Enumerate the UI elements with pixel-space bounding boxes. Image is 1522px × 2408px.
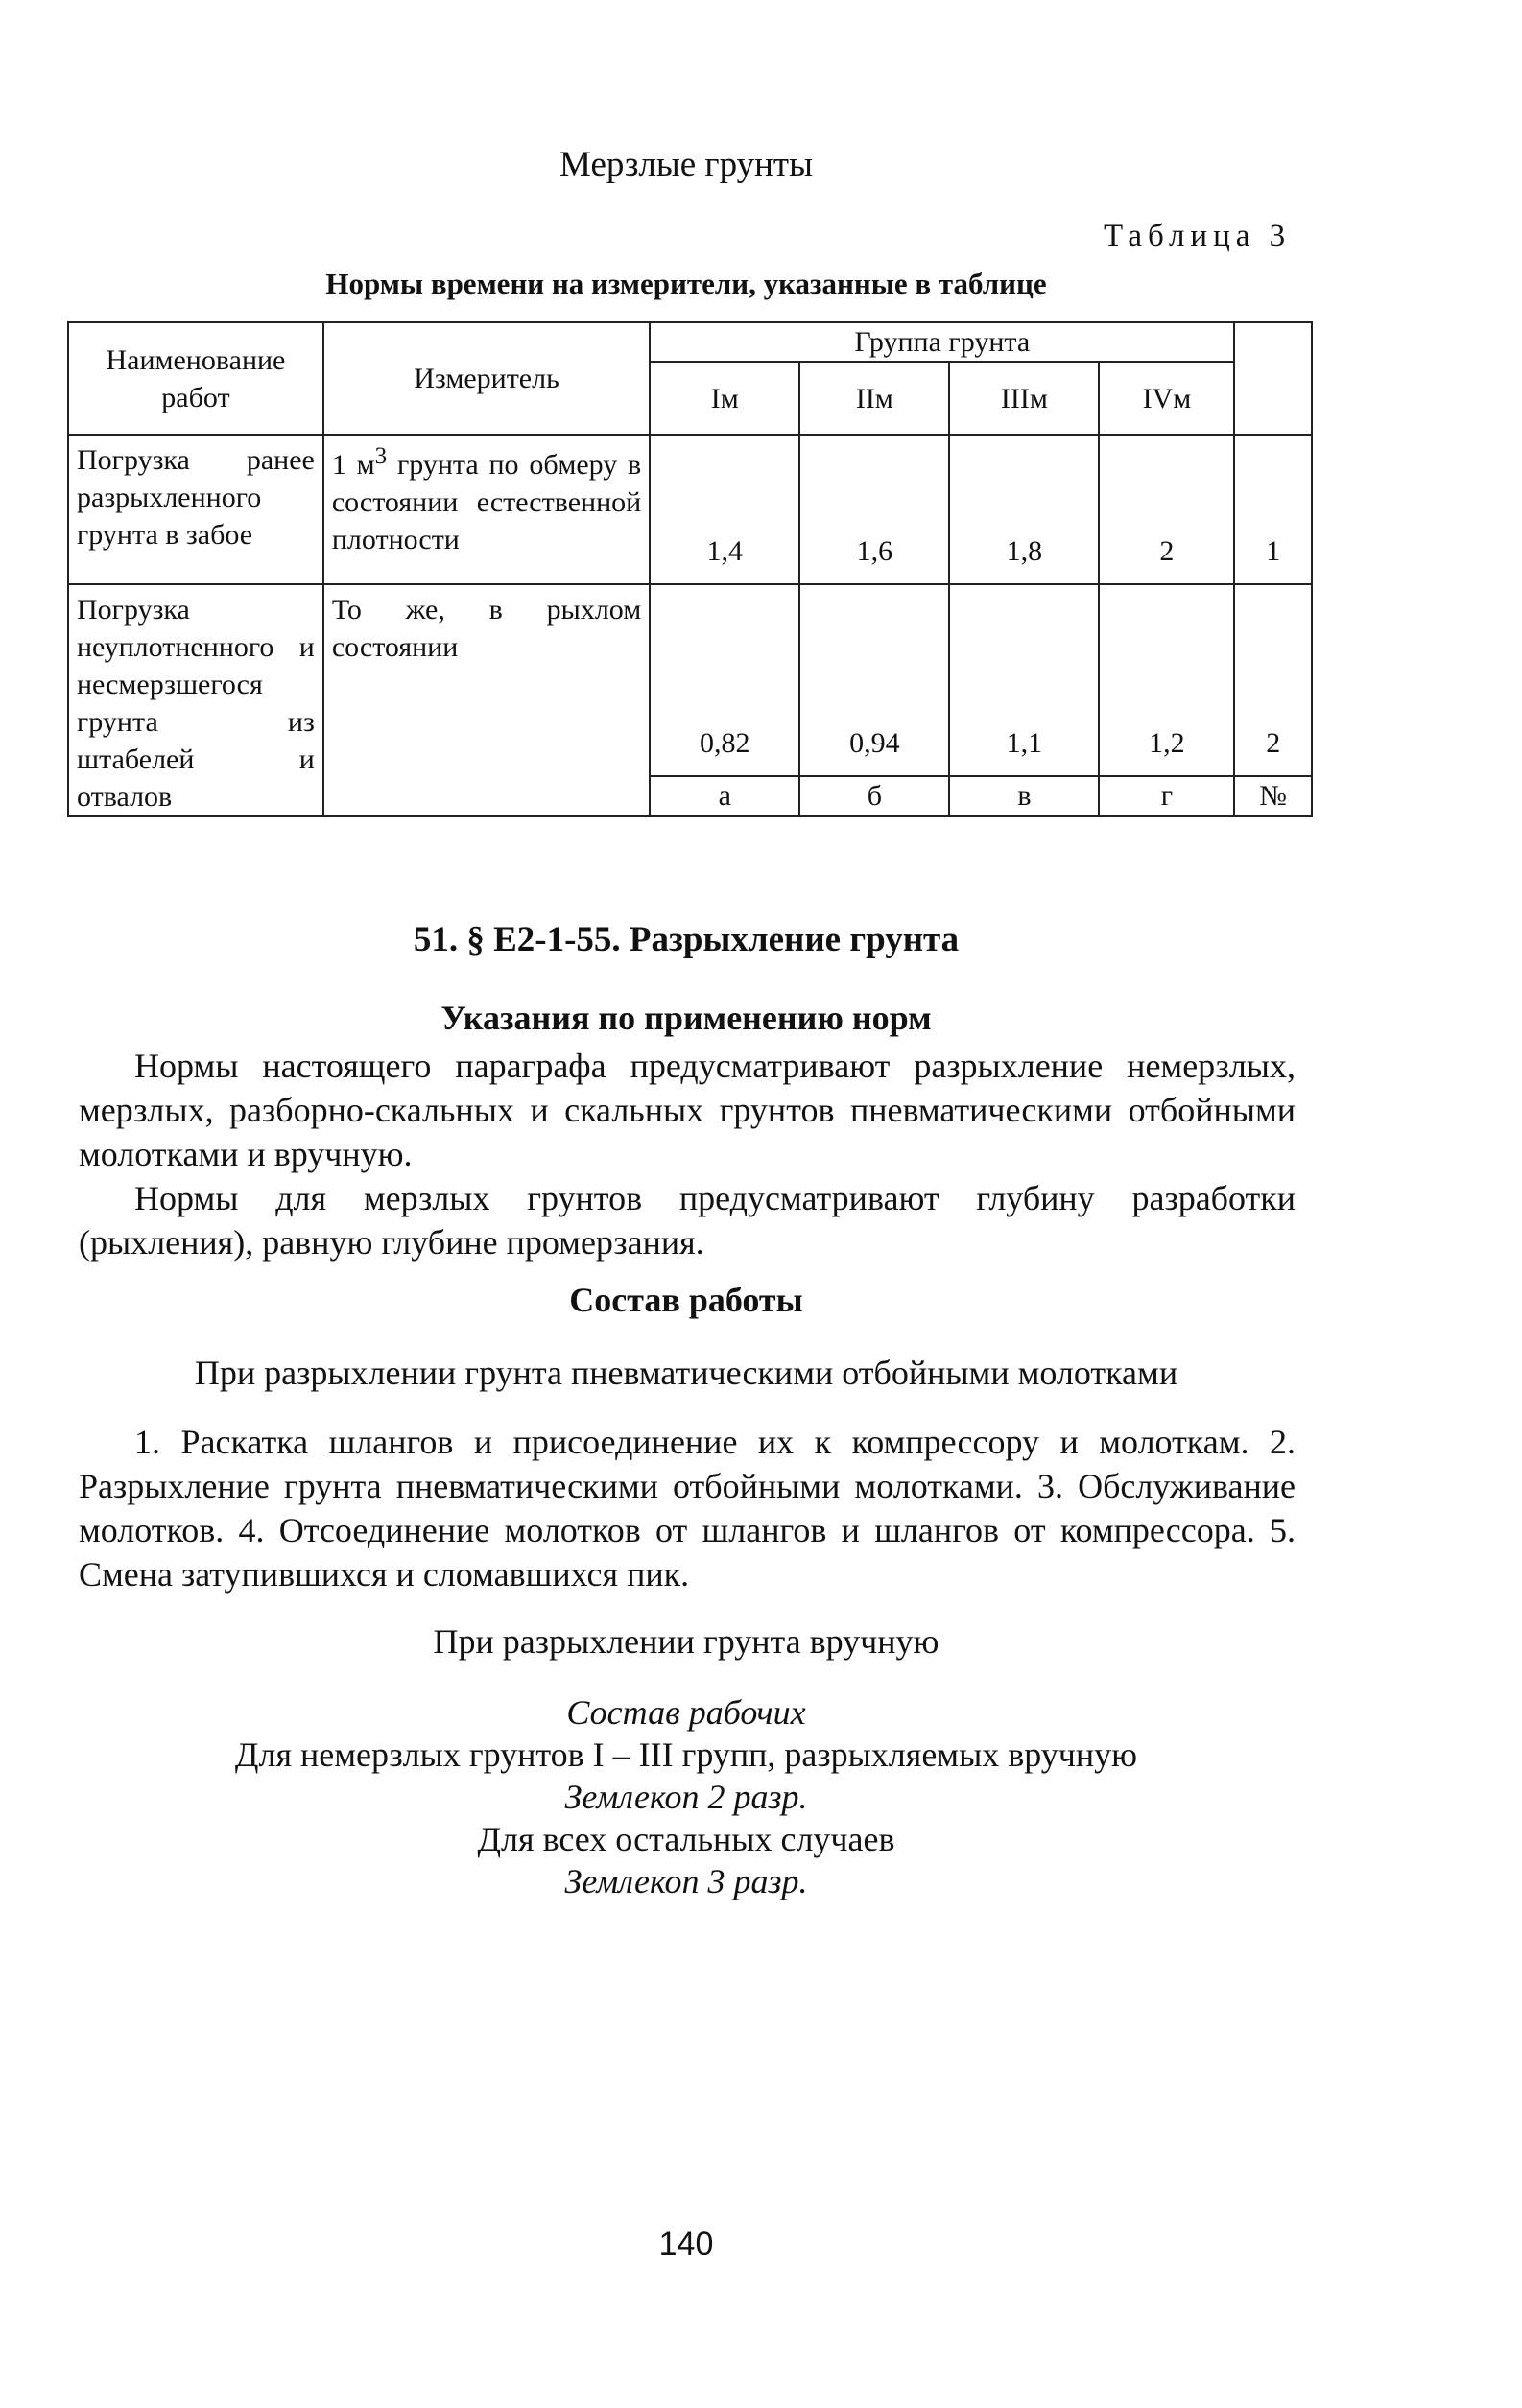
pneumatic-subtitle: При разрыхлении грунта пневматическими отбойными молотками (194, 1354, 1178, 1392)
header-group-2: IIм (799, 362, 949, 435)
header-soil-group: Группа грунта (650, 322, 1234, 362)
row-value-group-2: 0,94 (799, 584, 949, 776)
header-row-number-cell (1234, 322, 1312, 435)
row-work-name: Погрузка ранее разрыхленного грунта в забое (68, 435, 323, 584)
measure-superscript: 3 (374, 443, 388, 469)
row-value-group-1: 1,4 (650, 435, 799, 584)
table-number: Таблица 3 (1104, 219, 1292, 253)
row-value-group-2: 1,6 (799, 435, 949, 584)
row-value-group-3: 1,8 (949, 435, 1099, 584)
header-group-1: Iм (650, 362, 799, 435)
table-row (68, 584, 1312, 776)
header-measure: Измеритель (323, 322, 650, 435)
measure-prefix: 1 м (331, 449, 375, 481)
guidelines-paragraph-1: Нормы настоящего параграфа предусматривают разрыхление немерзлых, мерзлых, разборно-скальных и скальных грунтов пневматическими отбойными молотками и вручную. (79, 1047, 1296, 1173)
footer-letter-g: г (1099, 776, 1234, 816)
footer-letter-v: в (949, 776, 1099, 816)
footer-letter-a: а (650, 776, 799, 816)
row-value-group-3: 1,1 (949, 584, 1099, 776)
row-value-group-4: 1,2 (1099, 584, 1234, 776)
header-work-name: Наименование работ (68, 322, 323, 435)
row-value-group-4: 2 (1099, 435, 1234, 584)
row-value-group-1: 0,82 (650, 584, 799, 776)
work-composition-heading: Состав работы (569, 1281, 803, 1319)
footer-letter-b: б (799, 776, 949, 816)
row-number: 2 (1234, 584, 1312, 776)
row-measure (323, 584, 650, 816)
crew-case-1: Для немерзлых грунтов I – III групп, разрыхляемых вручную (234, 1735, 1138, 1774)
crew-worker-1: Землекоп 2 разр. (564, 1778, 808, 1816)
measure-prefix: То же, в рыхлом состоянии (331, 594, 642, 663)
header-group-4: IVм (1099, 362, 1234, 435)
pneumatic-steps: 1. Раскатка шлангов и присоединение их к компрессору и молоткам. 2. Разрыхление грунта пневматическими отбойными молотками. 3. Обслуживание молотков. 4. Отсоединение молотков от шлангов и шлангов от компрессора. 5. Смена затупившихся и сломавшихся пик. (79, 1423, 1296, 1594)
measure-rest: грунта по обмеру в состоянии естественной плотности (331, 449, 642, 555)
norms-table (67, 321, 1313, 817)
guidelines-paragraph-2: Нормы для мерзлых грунтов предусматривают глубину разработки (рыхления), равную глубине промерзания. (79, 1179, 1296, 1262)
header-group-3: IIIм (949, 362, 1099, 435)
manual-subtitle: При разрыхлении грунта вручную (433, 1622, 939, 1661)
crew-worker-2: Землекоп 3 разр. (564, 1862, 808, 1900)
footer-number-sign: № (1234, 776, 1312, 816)
row-work-name: Погрузка неуплотненного и несмерзшегося грунта из штабелей и отвалов (68, 584, 323, 816)
crew-case-2: Для всех остальных случаев (477, 1820, 895, 1858)
table-header-row (68, 322, 1312, 362)
table-row (68, 435, 1312, 584)
table-caption: Нормы времени на измерители, указанные в таблице (325, 267, 1047, 300)
guidelines-heading: Указания по применению норм (440, 999, 932, 1037)
section-title: Мерзлые грунты (559, 145, 813, 184)
page-number: 140 (658, 2226, 714, 2262)
row-measure (323, 435, 650, 584)
crew-heading: Состав рабочих (566, 1693, 806, 1732)
row-number: 1 (1234, 435, 1312, 584)
paragraph-heading: 51. § Е2-1-55. Разрыхление грунта (413, 920, 960, 959)
